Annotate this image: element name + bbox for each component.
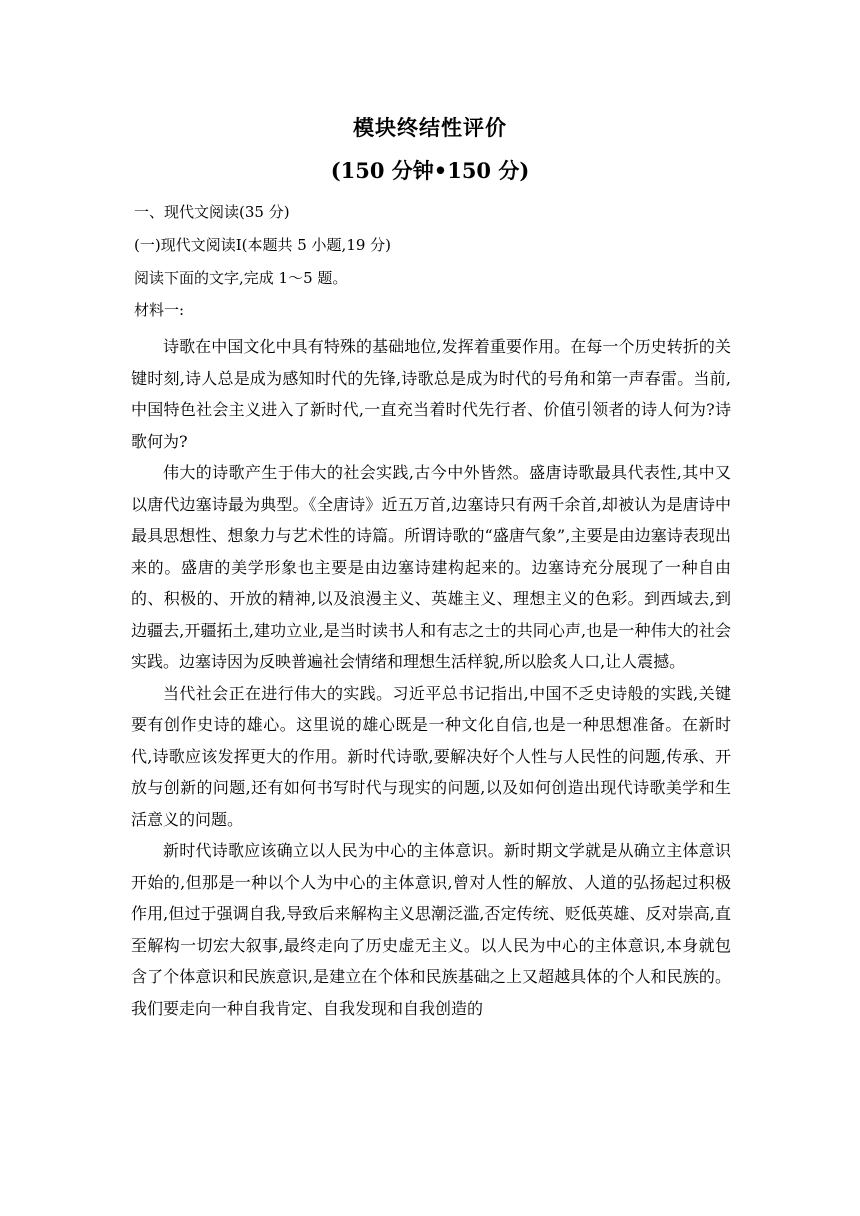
material-label: 材料一: <box>134 301 185 319</box>
paragraph: 诗歌在中国文化中具有特殊的基础地位,发挥着重要作用。在每一个历史转折的关键时刻,诗人总是成为感知时代的先锋,诗歌总是成为时代的号角和第一声春雷。当前,中国特色社会主义进入了新时代,一直充当着时代先行者、价值引领者的诗人何为?诗歌何为? <box>131 337 731 451</box>
paragraph: 新时代诗歌应该确立以人民为中心的主体意识。新时期文学就是从确立主体意识开始的,但那是一种以个人为中心的主体意识,曾对人性的解放、人道的弘扬起过积极作用,但过于强调自我,导致后来解构主义思潮泛滥,否定传统、贬低英雄、反对崇高,直至解构一切宏大叙事,最终走向了历史虚无主义。以人民为中心的主体意识,本身就包含了个体意识和民族意识,是建立在个体和民族基础之上又超越具体的个人和民族的。我们要走向一种自我肯定、自我发现和自我创造的 <box>131 841 731 1018</box>
reading-instruction: 阅读下面的文字,完成 1～5 题。 <box>134 269 348 287</box>
document-title: 模块终结性评价 <box>353 115 507 140</box>
document-subtitle: (150 分钟•150 分) <box>330 158 530 183</box>
paragraph: 当代社会正在进行伟大的实践。习近平总书记指出,中国不乏史诗般的实践,关键要有创作史诗的雄心。这里说的雄心既是一种文化自信,也是一种思想准备。在新时代,诗歌应该发挥更大的作用。新时代诗歌,要解决好个人性与人民性的问题,传承、开放与创新的问题,还有如何书写时代与现实的问题,以及如何创造出现代诗歌美学和生活意义的问题。 <box>131 683 731 829</box>
subsection-heading: (一)现代文阅读Ⅰ(本题共 5 小题,19 分) <box>134 236 392 254</box>
material-body <box>131 331 731 1024</box>
section-heading: 一、现代文阅读(35 分) <box>134 203 290 221</box>
paragraph: 伟大的诗歌产生于伟大的社会实践,古今中外皆然。盛唐诗歌最具代表性,其中又以唐代边塞诗最为典型。《全唐诗》近五万首,边塞诗只有两千余首,却被认为是唐诗中最具思想性、想象力与艺术性的诗篇。所谓诗歌的“盛唐气象”,主要是由边塞诗表现出来的。盛唐的美学形象也主要是由边塞诗建构起来的。边塞诗充分展现了一种自由的、积极的、开放的精神,以及浪漫主义、英雄主义、理想主义的色彩。到西域去,到边疆去,开疆拓土,建功立业,是当时读书人和有志之士的共同心声,也是一种伟大的社会实践。边塞诗因为反映普遍社会情绪和理想生活样貌,所以脍炙人口,让人震撼。 <box>131 463 731 671</box>
